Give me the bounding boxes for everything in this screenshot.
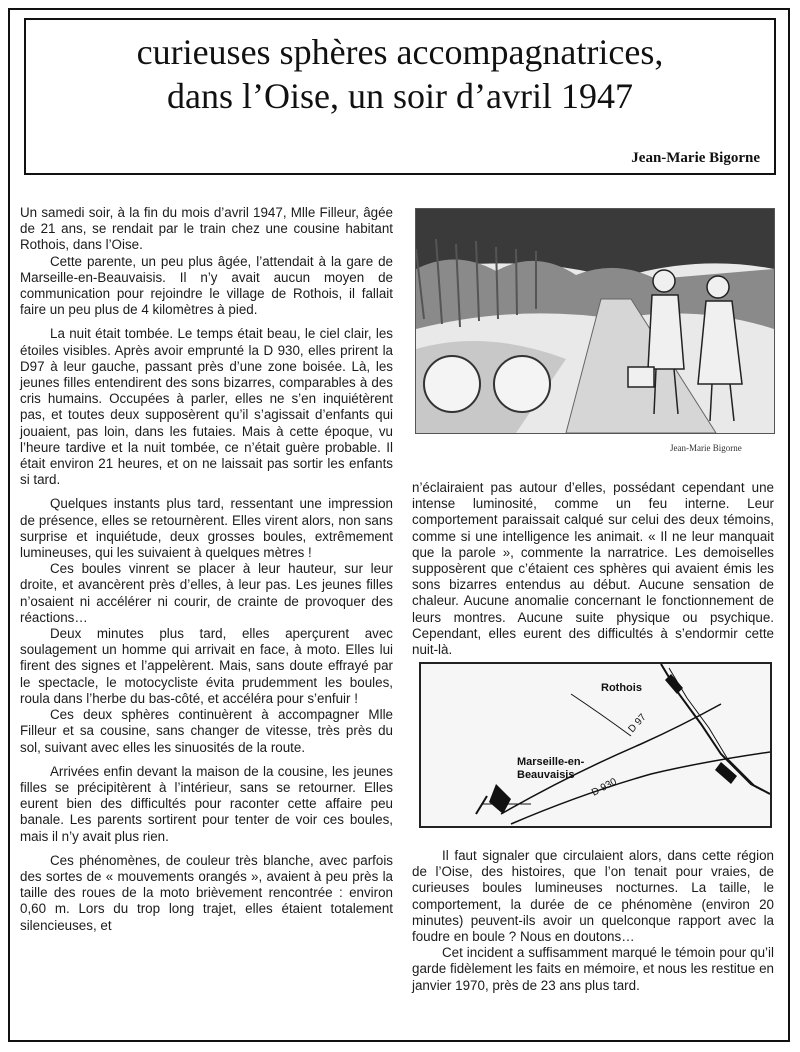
map-label-marseille-line1: Marseille-en- xyxy=(517,756,585,768)
illustration-drawing xyxy=(415,208,775,434)
paragraph: Arrivées enfin devant la maison de la cousine, les jeunes filles se précipitèrent à l’intérieur, sans se retourner. Elles eurent bien des difficultés pour raconter cette affaire peu banale. Les parents sortirent pour tenter de voir ces boules, mais il n’y avait plus rien. xyxy=(20,763,393,844)
paragraph: Cet incident a suffisamment marqué le témoin pour qu’il garde fidèlement les faits en mémoire, et nous les restitue en janvier 1970, près de 23 ans plus tard. xyxy=(412,945,774,993)
map-road-d97: D 97 xyxy=(626,711,649,736)
title-box xyxy=(24,18,776,175)
paragraph: Un samedi soir, à la fin du mois d’avril 1947, Mlle Filleur, âgée de 21 ans, se rendait par le train chez une cousine habitant Rothois, dans l’Oise. xyxy=(20,205,393,253)
map-label-rothois: Rothois xyxy=(601,682,642,694)
title-line-2: dans l’Oise, un soir d’avril 1947 xyxy=(167,76,633,116)
paragraph: Deux minutes plus tard, elles aperçurent avec soulagement un homme qui arrivait en face, à moto. Elles lui firent des signes et l’appelèrent. Mais, sans doute effrayé par le spectacle, le motocycliste évita prudemment les boules, roula dans l’herbe du bas-côté, et accéléra pour s’enfuir ! xyxy=(20,626,393,706)
paragraph: n’éclairaient pas autour d’elles, possédant cependant une intense luminosité, comme un feu interne. Leur comportement paraissait calqué sur celui des deux témoins, comme si une intelligence les animait. « Il ne leur manquait que la parole », commente la narratrice. Les demoiselles supposèrent que c’étaient ces sphères qui avaient émis les sons bizarres entendus au début. Aucune sensation de chaleur. Aucune anomalie concernant le fonctionnement de leurs montres. Aucune suite physique ou psychique. Cependant, elles eurent des difficultés à s’endormir cette nuit-là. xyxy=(412,480,774,658)
right-column-bottom xyxy=(412,848,774,994)
left-column xyxy=(20,205,393,934)
paragraph: Ces phénomènes, de couleur très blanche, avec parfois des sortes de « mouvements orangés », avaient à peu près la taille des roues de la moto brièvement rencontrée : environ 0,60 m. Lors du trop long trajet, elles étaient totalement silencieuses, et xyxy=(20,852,393,933)
map-label-marseille-line2: Beauvaisis xyxy=(517,769,575,781)
right-column-top xyxy=(412,480,774,658)
illustration-credit: Jean-Marie Bigorne xyxy=(670,443,742,453)
two-girls-spheres-drawing xyxy=(416,209,774,433)
paragraph: La nuit était tombée. Le temps était beau, le ciel clair, les étoiles visibles. Après avoir emprunté la D 930, elles prirent la D97 à leur gauche, passant près d’une zone boisée. Là, les jeunes filles entendirent des sons bizarres, comparables à des cris humains. Occupées à parler, elles ne s’en inquiétèrent pas, et toutes deux supposèrent qu’il s’agissait d’enfants qui jouaient, pas loin, dans les futaies. Mais à cette époque, vu l’heure tardive et la nuit tombée, ce n’était guère probable. Il était environ 21 heures, et on ne laissait pas sortir les enfants si tard. xyxy=(20,326,393,488)
location-map xyxy=(419,662,772,828)
paragraph: Ces deux sphères continuèrent à accompagner Mlle Filleur et sa cousine, sans changer de vitesse, très près du sol, suivant avec elles les sinuosités de la route. xyxy=(20,707,393,755)
article-title xyxy=(26,30,774,118)
author-byline: Jean-Marie Bigorne xyxy=(631,150,760,166)
title-line-1: curieuses sphères accompagnatrices, xyxy=(136,32,664,72)
paragraph: Il faut signaler que circulaient alors, dans cette région de l’Oise, des histoires, que l’on tenait pour vraies, de curieuses boules lumineuses nocturnes. La taille, le comportement, la durée de ce phénomène (environ 20 minutes) peuvent-ils avoir un quelconque rapport avec la foudre en boule ? Nous en doutons… xyxy=(412,848,774,945)
map-road-d930: D 930 xyxy=(589,776,619,799)
paragraph: Cette parente, un peu plus âgée, l’attendait à la gare de Marseille-en-Beauvaisis. Il n’y avait aucun moyen de communication pour rejoindre le village de Rothois, il fallait faire un peu plus de 4 kilomètres à pied. xyxy=(20,253,393,318)
paragraph: Quelques instants plus tard, ressentant une impression de présence, elles se retournèrent. Elles virent alors, non sans surprise et inquiétude, deux grosses boules, extrêmement lumineuses, qui les suivaient à quelques mètres ! xyxy=(20,496,393,561)
paragraph: Ces boules vinrent se placer à leur hauteur, sur leur droite, et avancèrent près d’elles, à leur pas. Les jeunes filles n’osaient ni accélérer ni courir, de crainte de provoquer des réactions… xyxy=(20,561,393,625)
map-roads xyxy=(421,664,770,826)
map-label-marseille xyxy=(517,756,584,782)
